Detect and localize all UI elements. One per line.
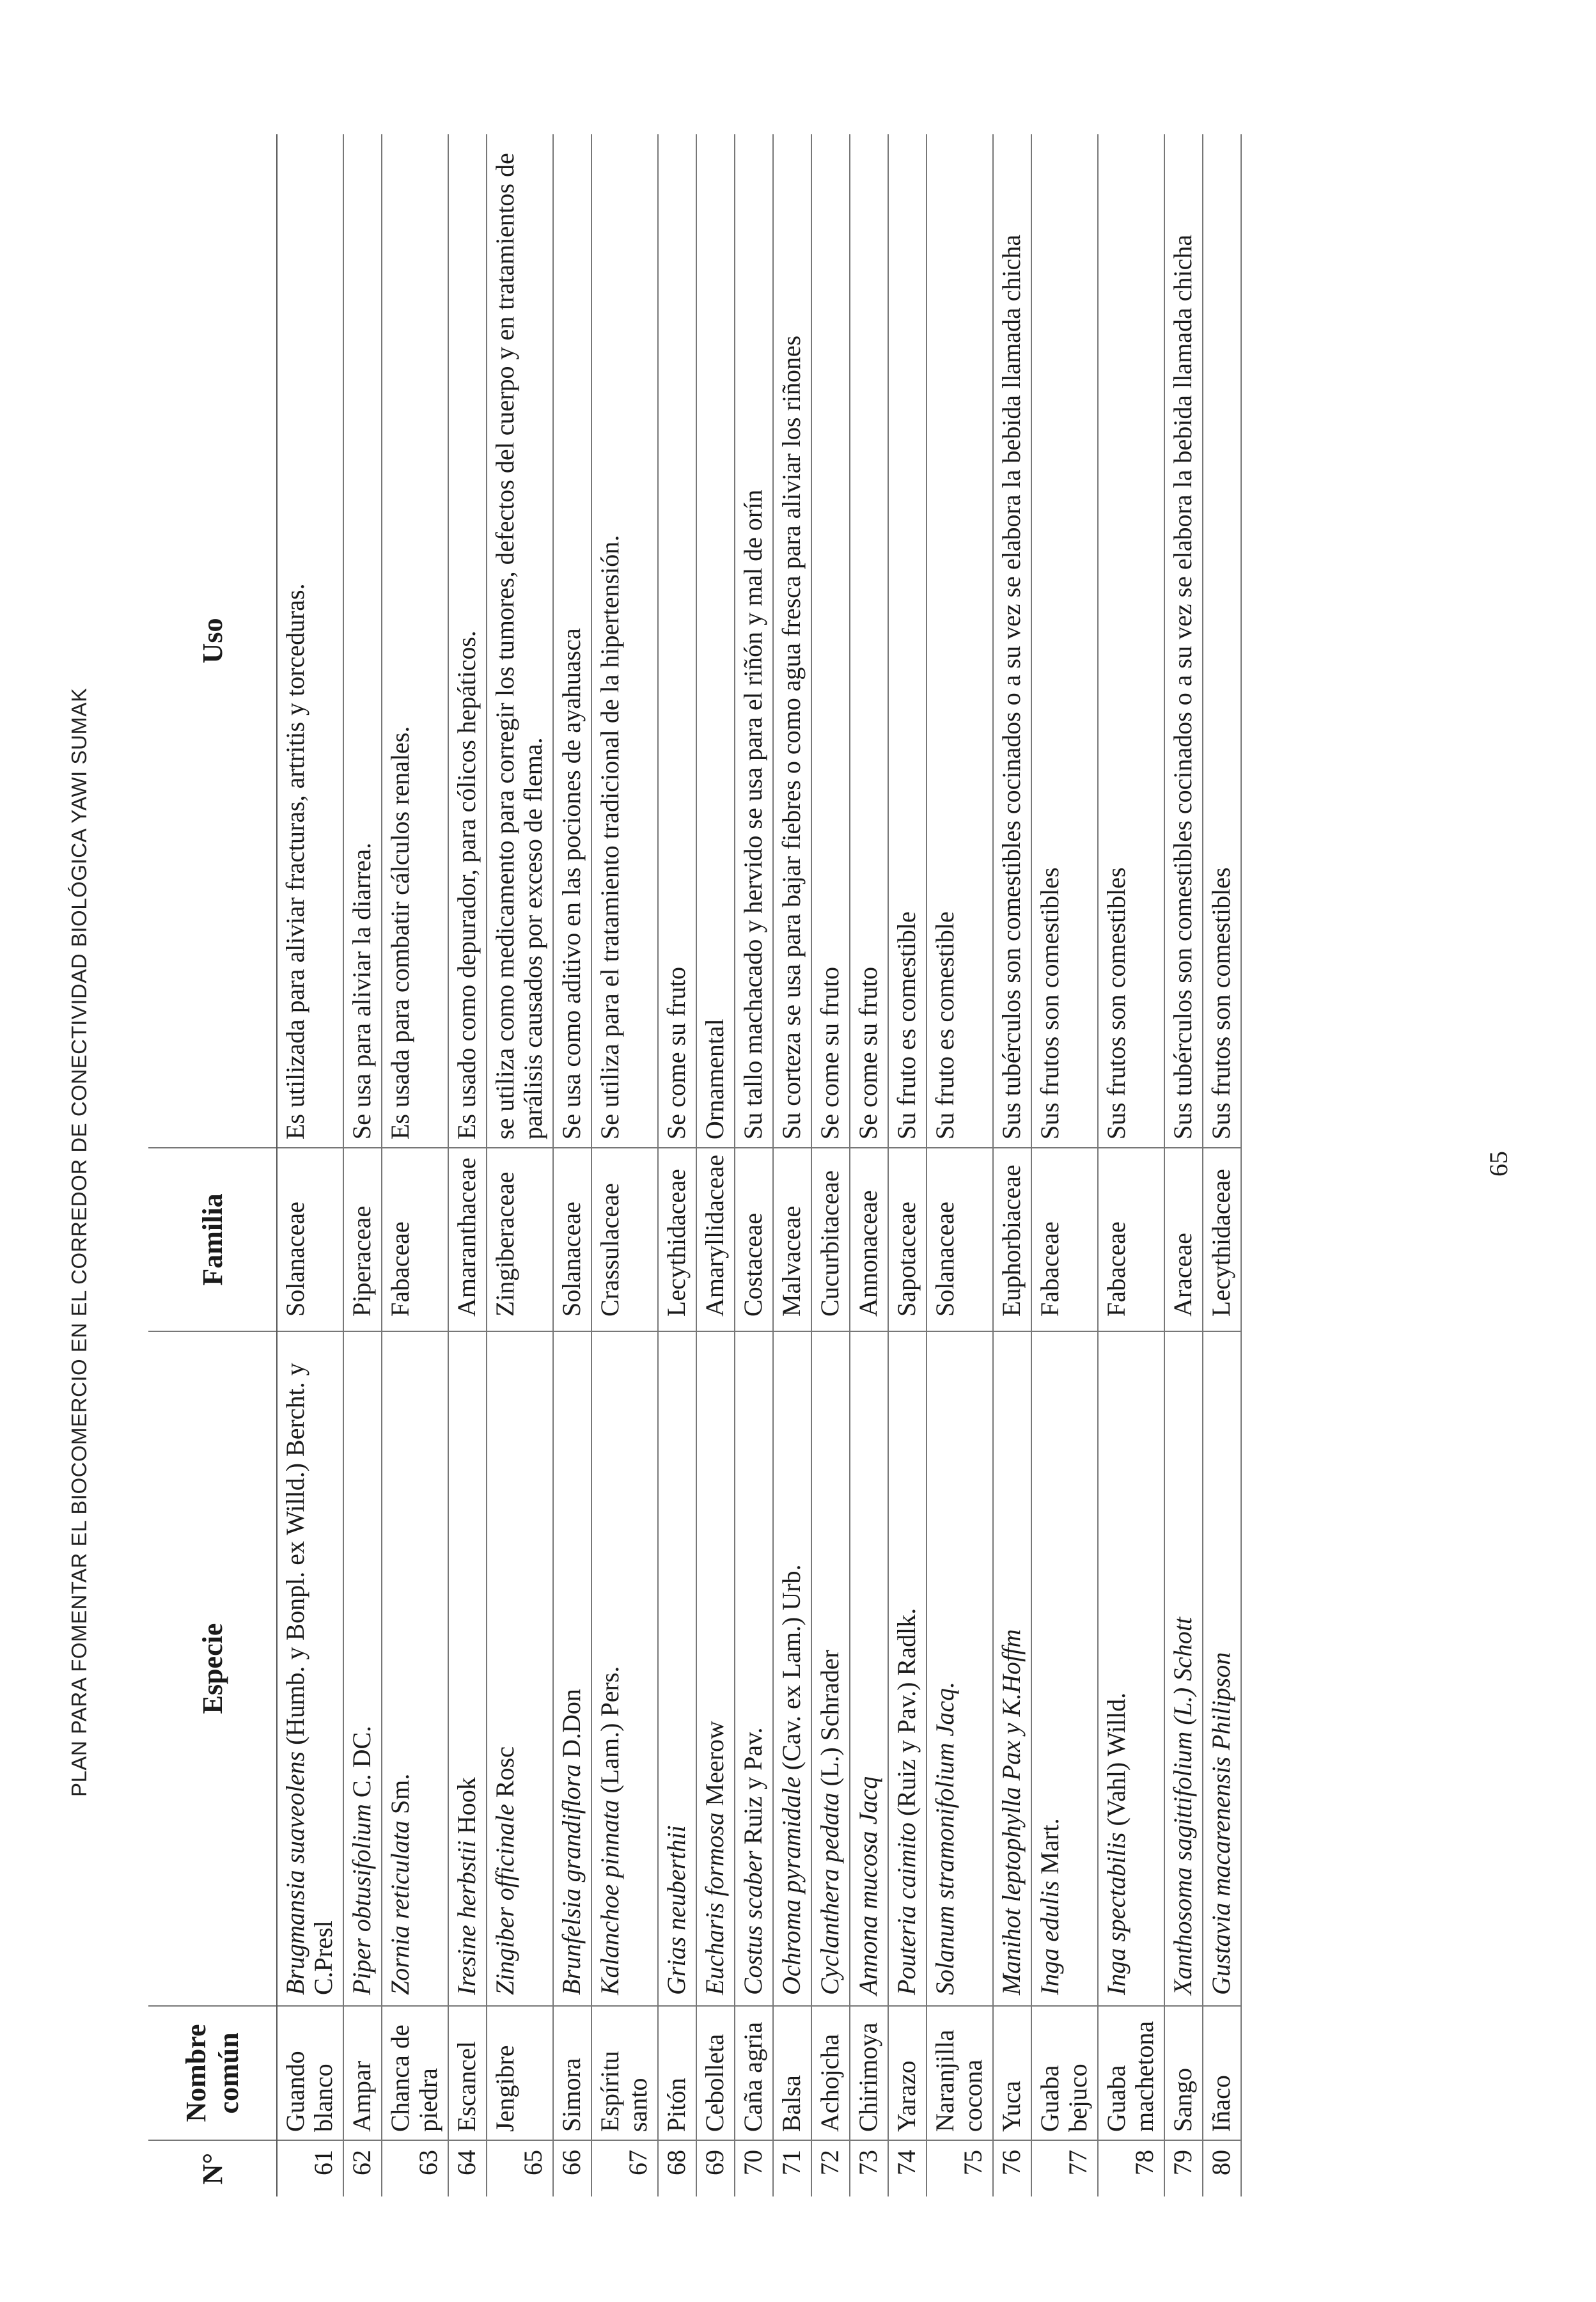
common-name: Iñaco xyxy=(1203,2006,1241,2140)
species-binomial: Zornia reticulata xyxy=(386,1820,414,1995)
family-name: Malvaceae xyxy=(773,1148,811,1331)
species-name xyxy=(811,1331,850,2006)
species-binomial: Kalanchoe pinnata xyxy=(595,1799,624,1995)
species-authority: (Cav. ex Lam.) Urb. xyxy=(777,1564,806,1777)
table-row xyxy=(448,134,487,2196)
species-binomial: Grias neuberthii xyxy=(662,1825,691,1995)
family-name: Fabaceae xyxy=(382,1148,448,1331)
species-binomial: Eucharis formosa xyxy=(700,1812,729,1995)
species-name xyxy=(487,1331,553,2006)
common-name: Jengibre xyxy=(487,2006,553,2140)
species-name xyxy=(1031,1331,1098,2006)
row-number: 71 xyxy=(773,2140,811,2196)
family-name: Piperaceae xyxy=(343,1148,382,1331)
species-name xyxy=(850,1331,888,2006)
family-name: Crassulaceae xyxy=(591,1148,658,1331)
table-row xyxy=(773,134,811,2196)
species-name xyxy=(1203,1331,1241,2006)
row-number: 69 xyxy=(696,2140,735,2196)
use-description: Sus frutos son comestibles xyxy=(1031,134,1098,1148)
family-name: Solanaceae xyxy=(927,1148,993,1331)
species-authority: Ruiz y Pav. xyxy=(739,1727,767,1851)
species-binomial: Iresine herbstii xyxy=(452,1840,481,1995)
table-row xyxy=(382,134,448,2196)
family-name: Fabaceae xyxy=(1031,1148,1098,1331)
page-number: 65 xyxy=(1484,1151,1513,1177)
common-name: Ampar xyxy=(343,2006,382,2140)
common-name: Caña agria xyxy=(735,2006,773,2140)
table-row xyxy=(1203,134,1241,2196)
species-name xyxy=(993,1331,1031,2006)
table-row xyxy=(1164,134,1203,2196)
row-number: 77 xyxy=(1031,2140,1098,2196)
use-description: Su fruto es comestible xyxy=(927,134,993,1148)
species-binomial: Xanthosoma sagittifolium (L.) Schott xyxy=(1168,1617,1197,1995)
table-row xyxy=(591,134,658,2196)
use-description: Es utilizada para aliviar fracturas, artritis y torceduras. xyxy=(277,134,343,1148)
species-binomial: Cyclanthera pedata xyxy=(815,1792,844,1995)
species-name xyxy=(448,1331,487,2006)
common-name: Achojcha xyxy=(811,2006,850,2140)
family-name: Solanaceae xyxy=(553,1148,591,1331)
common-name: Cebolleta xyxy=(696,2006,735,2140)
family-name: Sapotaceae xyxy=(888,1148,927,1331)
common-name: Guando blanco xyxy=(277,2006,343,2140)
use-description: Se come su fruto xyxy=(811,134,850,1148)
row-number: 66 xyxy=(553,2140,591,2196)
row-number: 79 xyxy=(1164,2140,1203,2196)
header-nombre-comun: Nombre común xyxy=(148,2006,277,2140)
species-name xyxy=(553,1331,591,2006)
species-authority: Mart. xyxy=(1035,1818,1064,1881)
row-number: 70 xyxy=(735,2140,773,2196)
species-table-wrapper xyxy=(148,134,1242,2196)
family-name: Araceae xyxy=(1164,1148,1203,1331)
use-description: Sus tubérculos son comestibles cocinados o a su vez se elabora la bebida llamada chicha xyxy=(1164,134,1203,1148)
family-name: Euphorbiaceae xyxy=(993,1148,1031,1331)
row-number: 65 xyxy=(487,2140,553,2196)
family-name: Zingiberaceae xyxy=(487,1148,553,1331)
common-name: Yuca xyxy=(993,2006,1031,2140)
row-number: 74 xyxy=(888,2140,927,2196)
species-name xyxy=(343,1331,382,2006)
family-name: Amaranthaceae xyxy=(448,1148,487,1331)
row-number: 62 xyxy=(343,2140,382,2196)
species-name xyxy=(382,1331,448,2006)
species-binomial: Inga edulis xyxy=(1035,1881,1064,1995)
species-binomial: Costus scaber xyxy=(739,1851,767,1995)
row-number: 72 xyxy=(811,2140,850,2196)
species-authority: C. DC. xyxy=(347,1725,376,1805)
species-name xyxy=(1098,1331,1164,2006)
species-binomial: Gustavia macarenensis Philipson xyxy=(1207,1652,1235,1995)
header-no: N° xyxy=(148,2140,277,2196)
family-name: Lecythidaceae xyxy=(658,1148,696,1331)
family-name: Costaceae xyxy=(735,1148,773,1331)
row-number: 63 xyxy=(382,2140,448,2196)
use-description: Se come su fruto xyxy=(658,134,696,1148)
use-description: Se usa para aliviar la diarrea. xyxy=(343,134,382,1148)
species-name xyxy=(658,1331,696,2006)
family-name: Lecythidaceae xyxy=(1203,1148,1241,1331)
table-row xyxy=(850,134,888,2196)
common-name: Naranjilla cocona xyxy=(927,2006,993,2140)
common-name: Espíritu santo xyxy=(591,2006,658,2140)
species-binomial: Manihot leptophylla Pax y K.Hoffm xyxy=(997,1629,1026,1995)
row-number: 67 xyxy=(591,2140,658,2196)
row-number: 80 xyxy=(1203,2140,1241,2196)
species-binomial: Pouteria caimito xyxy=(892,1822,921,1995)
species-name xyxy=(735,1331,773,2006)
common-name: Guaba bejuco xyxy=(1031,2006,1098,2140)
common-name: Chirimoya xyxy=(850,2006,888,2140)
species-name xyxy=(277,1331,343,2006)
header-uso: Uso xyxy=(148,134,277,1148)
family-name: Fabaceae xyxy=(1098,1148,1164,1331)
species-name xyxy=(1164,1331,1203,2006)
species-name xyxy=(696,1331,735,2006)
row-number: 64 xyxy=(448,2140,487,2196)
common-name: Balsa xyxy=(773,2006,811,2140)
species-authority: (Vahl) Willd. xyxy=(1102,1692,1130,1833)
species-binomial: Inga spectabilis xyxy=(1102,1832,1130,1995)
family-name: Amaryllidaceae xyxy=(696,1148,735,1331)
common-name: Guaba machetona xyxy=(1098,2006,1164,2140)
species-authority: (Lam.) Pers. xyxy=(595,1666,624,1800)
table-row xyxy=(1098,134,1164,2196)
species-table xyxy=(148,134,1242,2196)
table-row xyxy=(696,134,735,2196)
running-header: PLAN PARA FOMENTAR EL BIOCOMERCIO EN EL CORREDOR DE CONECTIVIDAD BIOLÓGICA YAWI SUMAK xyxy=(67,687,91,1797)
family-name: Solanaceae xyxy=(277,1148,343,1331)
species-name xyxy=(773,1331,811,2006)
species-authority: Meerow xyxy=(700,1721,729,1813)
use-description: Es usada para combatir cálculos renales. xyxy=(382,134,448,1148)
table-row xyxy=(735,134,773,2196)
table-row xyxy=(658,134,696,2196)
row-number: 75 xyxy=(927,2140,993,2196)
table-header-row xyxy=(148,134,277,2196)
species-name xyxy=(591,1331,658,2006)
family-name: Annonaceae xyxy=(850,1148,888,1331)
table-row xyxy=(993,134,1031,2196)
common-name: Sango xyxy=(1164,2006,1203,2140)
use-description: Se utiliza para el tratamiento tradicional de la hipertensión. xyxy=(591,134,658,1148)
common-name: Chanca de piedra xyxy=(382,2006,448,2140)
family-name: Cucurbitaceae xyxy=(811,1148,850,1331)
use-description: Sus tubérculos son comestibles cocinados o a su vez se elabora la bebida llamada chicha xyxy=(993,134,1031,1148)
table-row xyxy=(277,134,343,2196)
common-name: Simora xyxy=(553,2006,591,2140)
use-description: Su corteza se usa para bajar fiebres o como agua fresca para aliviar los riñones xyxy=(773,134,811,1148)
header-especie: Especie xyxy=(148,1331,277,2006)
species-authority: Rosc xyxy=(490,1746,519,1805)
species-name xyxy=(927,1331,993,2006)
table-row xyxy=(888,134,927,2196)
use-description: Su fruto es comestible xyxy=(888,134,927,1148)
common-name: Pitón xyxy=(658,2006,696,2140)
use-description: se utiliza como medicamento para corregir los tumores, defectos del cuerpo y en tratamientos de parálisis causados por exceso de flema. xyxy=(487,134,553,1148)
species-binomial: Brunfelsia grandiflora xyxy=(557,1764,586,1995)
common-name: Yarazo xyxy=(888,2006,927,2140)
species-authority: Sm. xyxy=(386,1773,414,1821)
common-name: Escancel xyxy=(448,2006,487,2140)
row-number: 73 xyxy=(850,2140,888,2196)
table-row xyxy=(553,134,591,2196)
use-description: Su tallo machacado y hervido se usa para el riñón y mal de orín xyxy=(735,134,773,1148)
table-row xyxy=(487,134,553,2196)
table-row xyxy=(811,134,850,2196)
use-description: Se come su fruto xyxy=(850,134,888,1148)
use-description: Es usado como depurador, para cólicos hepáticos. xyxy=(448,134,487,1148)
species-binomial: Piper obtusifolium xyxy=(347,1804,376,1995)
row-number: 61 xyxy=(277,2140,343,2196)
table-row xyxy=(1031,134,1098,2196)
use-description: Se usa como aditivo en las pociones de ayahuasca xyxy=(553,134,591,1148)
species-binomial: Zingiber officinale xyxy=(490,1804,519,1995)
species-name xyxy=(888,1331,927,2006)
species-authority: (Ruiz y Pav.) Radlk. xyxy=(892,1608,921,1823)
use-description: Sus frutos son comestibles xyxy=(1098,134,1164,1148)
table-row xyxy=(343,134,382,2196)
species-authority: (Humb. y Bonpl. ex Willd.) Bercht. y C.Presl xyxy=(281,1363,338,1995)
table-row xyxy=(927,134,993,2196)
species-authority: (L.) Schrader xyxy=(815,1650,844,1793)
use-description: Ornamental xyxy=(696,134,735,1148)
species-authority: Hook xyxy=(452,1777,481,1841)
use-description: Sus frutos son comestibles xyxy=(1203,134,1241,1148)
species-binomial: Ochroma pyramidale xyxy=(777,1776,806,1995)
species-binomial: Brugmansia suaveolens xyxy=(281,1751,309,1995)
row-number: 68 xyxy=(658,2140,696,2196)
species-binomial: Solanum stramonifolium Jacq. xyxy=(930,1682,959,1995)
species-binomial: Annona mucosa Jacq xyxy=(854,1776,882,1995)
row-number: 78 xyxy=(1098,2140,1164,2196)
species-authority: D.Don xyxy=(557,1689,586,1764)
row-number: 76 xyxy=(993,2140,1031,2196)
header-familia: Familia xyxy=(148,1148,277,1331)
